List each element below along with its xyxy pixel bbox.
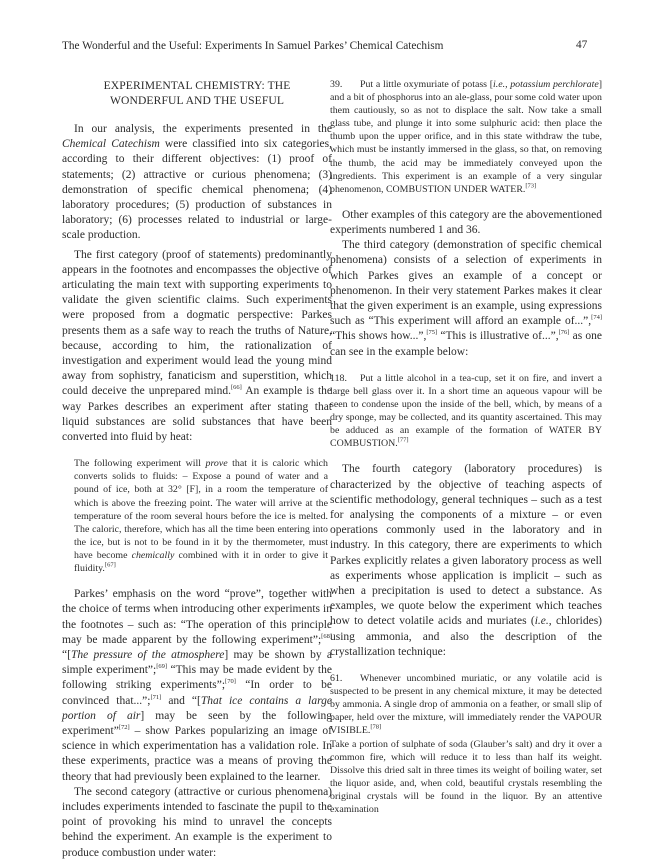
left-column [62, 78, 332, 861]
footnote-ref[interactable]: [73] [525, 182, 537, 190]
text-run: “In order to be convinced that...”; [62, 679, 332, 707]
paragraph-fourth-category [330, 462, 602, 660]
emphasis: Chemical Catechism [62, 138, 160, 151]
block-quote-crystallization: Take a portion of sulphate of soda (Glauber’s salt) and dry it over a common fire, which will reduce it to less than half its weight. Dissolve this dried salt in three times its weight of boiling water, set the liquor aside, and, when cold, beautiful crystals resembling the original crystals will be found in the liquor. By an attentive examination [330, 738, 602, 816]
footnote-ref[interactable]: [76] [558, 329, 570, 337]
emphasis: prove [205, 458, 228, 470]
text-run: combined with it in order to give it fluidity. [74, 549, 328, 575]
text-run: “[ [62, 648, 71, 661]
footnote-ref[interactable]: [68] [321, 632, 332, 640]
section-heading-line2: WONDERFUL AND THE USEFUL [109, 94, 285, 107]
footnote-ref[interactable]: [75] [426, 329, 438, 337]
text-run: An example is the way Parkes describes an experiment after stating that liquid substances are solid substances that have been converted into fluid by heat: [62, 385, 333, 444]
paragraph-prove-emphasis [62, 587, 332, 785]
text-run: Put a little alcohol in a tea-cup, set it on fire, and invert a large bell glass over it. In a short time an aqueous vapour will be seen to condense upon the inside of the bell, which, by means of a dry sponge, may be collected, and its quantity ascertained. This may be adduced as an example of the formation of WATER BY COMBUSTION. [330, 372, 602, 450]
section-heading-line1: EXPERIMENTAL CHEMISTRY: THE [103, 79, 291, 92]
experiment-number: 61. [330, 673, 343, 685]
paragraph-intro [62, 122, 332, 244]
paragraph-second-category: The second category (attractive or curious phenomena) includes experiments intended to fascinate the pupil to the point of provoking his mind to unravel the concepts behind the experiment. An example is the experiment to produce combustion under water: [62, 785, 332, 859]
footnote-ref[interactable]: [72] [118, 724, 130, 732]
paragraph-third-category [330, 238, 602, 360]
footnote-ref[interactable]: [77] [397, 437, 409, 445]
footnote-ref[interactable]: [74] [591, 314, 602, 322]
footnote-ref[interactable]: [78] [370, 724, 382, 732]
text-run: “This may be made evident by the following striking experiments”; [62, 664, 332, 692]
paragraph-other-examples: Other examples of this category are the abovementioned experiments numbered 1 and 36. [330, 208, 602, 237]
text-run: as one can see in the example below: [330, 330, 602, 358]
emphasis: The pressure of the atmosphere [70, 648, 225, 661]
text-run: ] may be shown by a simple experiment”; [62, 648, 332, 677]
emphasis: That ice contains a large portion of air [62, 694, 332, 722]
text-run: Put a little oxymuriate of potass [ [360, 79, 494, 90]
text-run: Parkes’ emphasis on the word “prove”, together with the choice of terms when introducing other experiments in the footnotes – such as: “The operation of this principle may be made apparent by the following experiment”; [62, 588, 332, 646]
text-run: and “[ [161, 694, 201, 707]
block-quote-caloric [74, 457, 328, 575]
footnote-ref[interactable]: [70] [225, 678, 236, 686]
text-run: that it is caloric which converts solids to fluids: – Expose a pound of water and a pound of ice, both at 32° [F], in a room the temperature of which is above the freezing point. The water will arrive at the temperature of the room several hours before the ice is melted. The caloric, therefore, which has all the time been entering into the ice, but is not to be found in it by the thermometer, must have become [74, 458, 328, 561]
footnote-ref[interactable]: [67] [104, 561, 116, 569]
text-run: – show Parkes popularizing an image of science in which experimentation has a validation role. In these experiments, practice was a means of proving the theory that had previously been explained to the learner. [62, 724, 332, 783]
block-quote-experiment-39 [330, 78, 602, 196]
text-run: In our analysis, the experiments presented in the [74, 123, 332, 135]
text-run: The following experiment will [74, 458, 206, 470]
text-run: The first category (proof of statements) predominantly appears in the footnotes and encompasses the objective of articulating the main text with supporting experiments to validate the given scientific claims. Such experiments were proposed from a dogmatic perspective: Parkes presents them as a safe way to reach the truths of Nature, because, according to him, the rationalization of investigation and experiment would lead the young mind away from sophistry, fanaticism and superstition, which could deceive the unprepared mind. [62, 248, 332, 398]
text-run: Whenever uncombined muriatic, or any volatile acid is suspected to be present in any chemical mixture, it may be detected by ammonia. A single drop of ammonia on a feather, or small slip of paper, held over the mixture, will immediately render the VAPOUR VISIBLE. [330, 673, 602, 737]
page-number: 47 [576, 39, 588, 51]
footnote-ref[interactable]: [69] [156, 663, 168, 671]
text-run: The fourth category (laboratory procedures) is characterized by the objective of teaching aspects of scientific methodology, general techniques – such as a test for analysing the components of a mixture – or even operations commonly used in the laboratory and in industry. In this category, there are experiments to which Parkes explicitly relates a given laboratory process as well as experiments whose application is implicit – such as when a precipitation is used to detect a substance. As examples, we quote below the experiment which teaches how to detect volatile acids and muriates ( [330, 463, 602, 628]
text-run: were classified into six categories, according to their different objectives: (1) proof of statements; (2) attractive or curious phenomena; (3) demonstration of specific chemical phenomena; (4) laboratory procedures; (5) production of substances in laboratory; (6) processes related to industrial or large-scale production. [62, 138, 332, 242]
text-run: The third category (demonstration of specific chemical phenomena) consists of a selection of experiments in which Parkes gives an example of a concept or phenomenon. In their very statement Parkes makes it clear that the given experiment is an example, using expressions such as “This experiment will afford an example of...”, [330, 239, 602, 328]
block-quote-experiment-61 [330, 672, 602, 737]
experiment-number: 39. [330, 79, 343, 90]
text-run: ] and a bit of phosphorus into an ale-glass, pour some cold water upon them cautiously, so as not to displace the salt. Now take a small glass tube, and plunge it into some sulphuric acid: then place the thumb upon the upper orifice, and in this state withdraw the tube, which must be instantly immersed in the glass, so that, on removing the thumb, the acid may be immediately conveyed upon the ingredients. This experiment is an example of a very singular phenomenon, COMBUSTION UNDER WATER. [330, 79, 602, 195]
text-run: “This shows how...”, [330, 330, 427, 343]
section-heading [62, 78, 332, 108]
text-run: “This is illustrative of...”, [437, 330, 559, 343]
footnote-ref[interactable]: [66] [231, 384, 242, 392]
text-run: chlorides) using ammonia, and also the description of the crystallization technique: [330, 615, 602, 658]
paragraph-first-category [62, 248, 332, 446]
emphasis: chemically [131, 549, 175, 561]
emphasis: i.e., [534, 615, 552, 628]
text-run: ] may be seen by the following experiment” [62, 709, 333, 737]
running-header: The Wonderful and the Useful: Experiments In Samuel Parkes’ Chemical Catechism [62, 40, 444, 52]
right-column [330, 78, 602, 816]
emphasis: i.e., potassium perchlorate [493, 79, 599, 90]
experiment-number: 118. [330, 372, 347, 384]
block-quote-experiment-118 [330, 372, 602, 451]
footnote-ref[interactable]: [71] [150, 693, 162, 701]
